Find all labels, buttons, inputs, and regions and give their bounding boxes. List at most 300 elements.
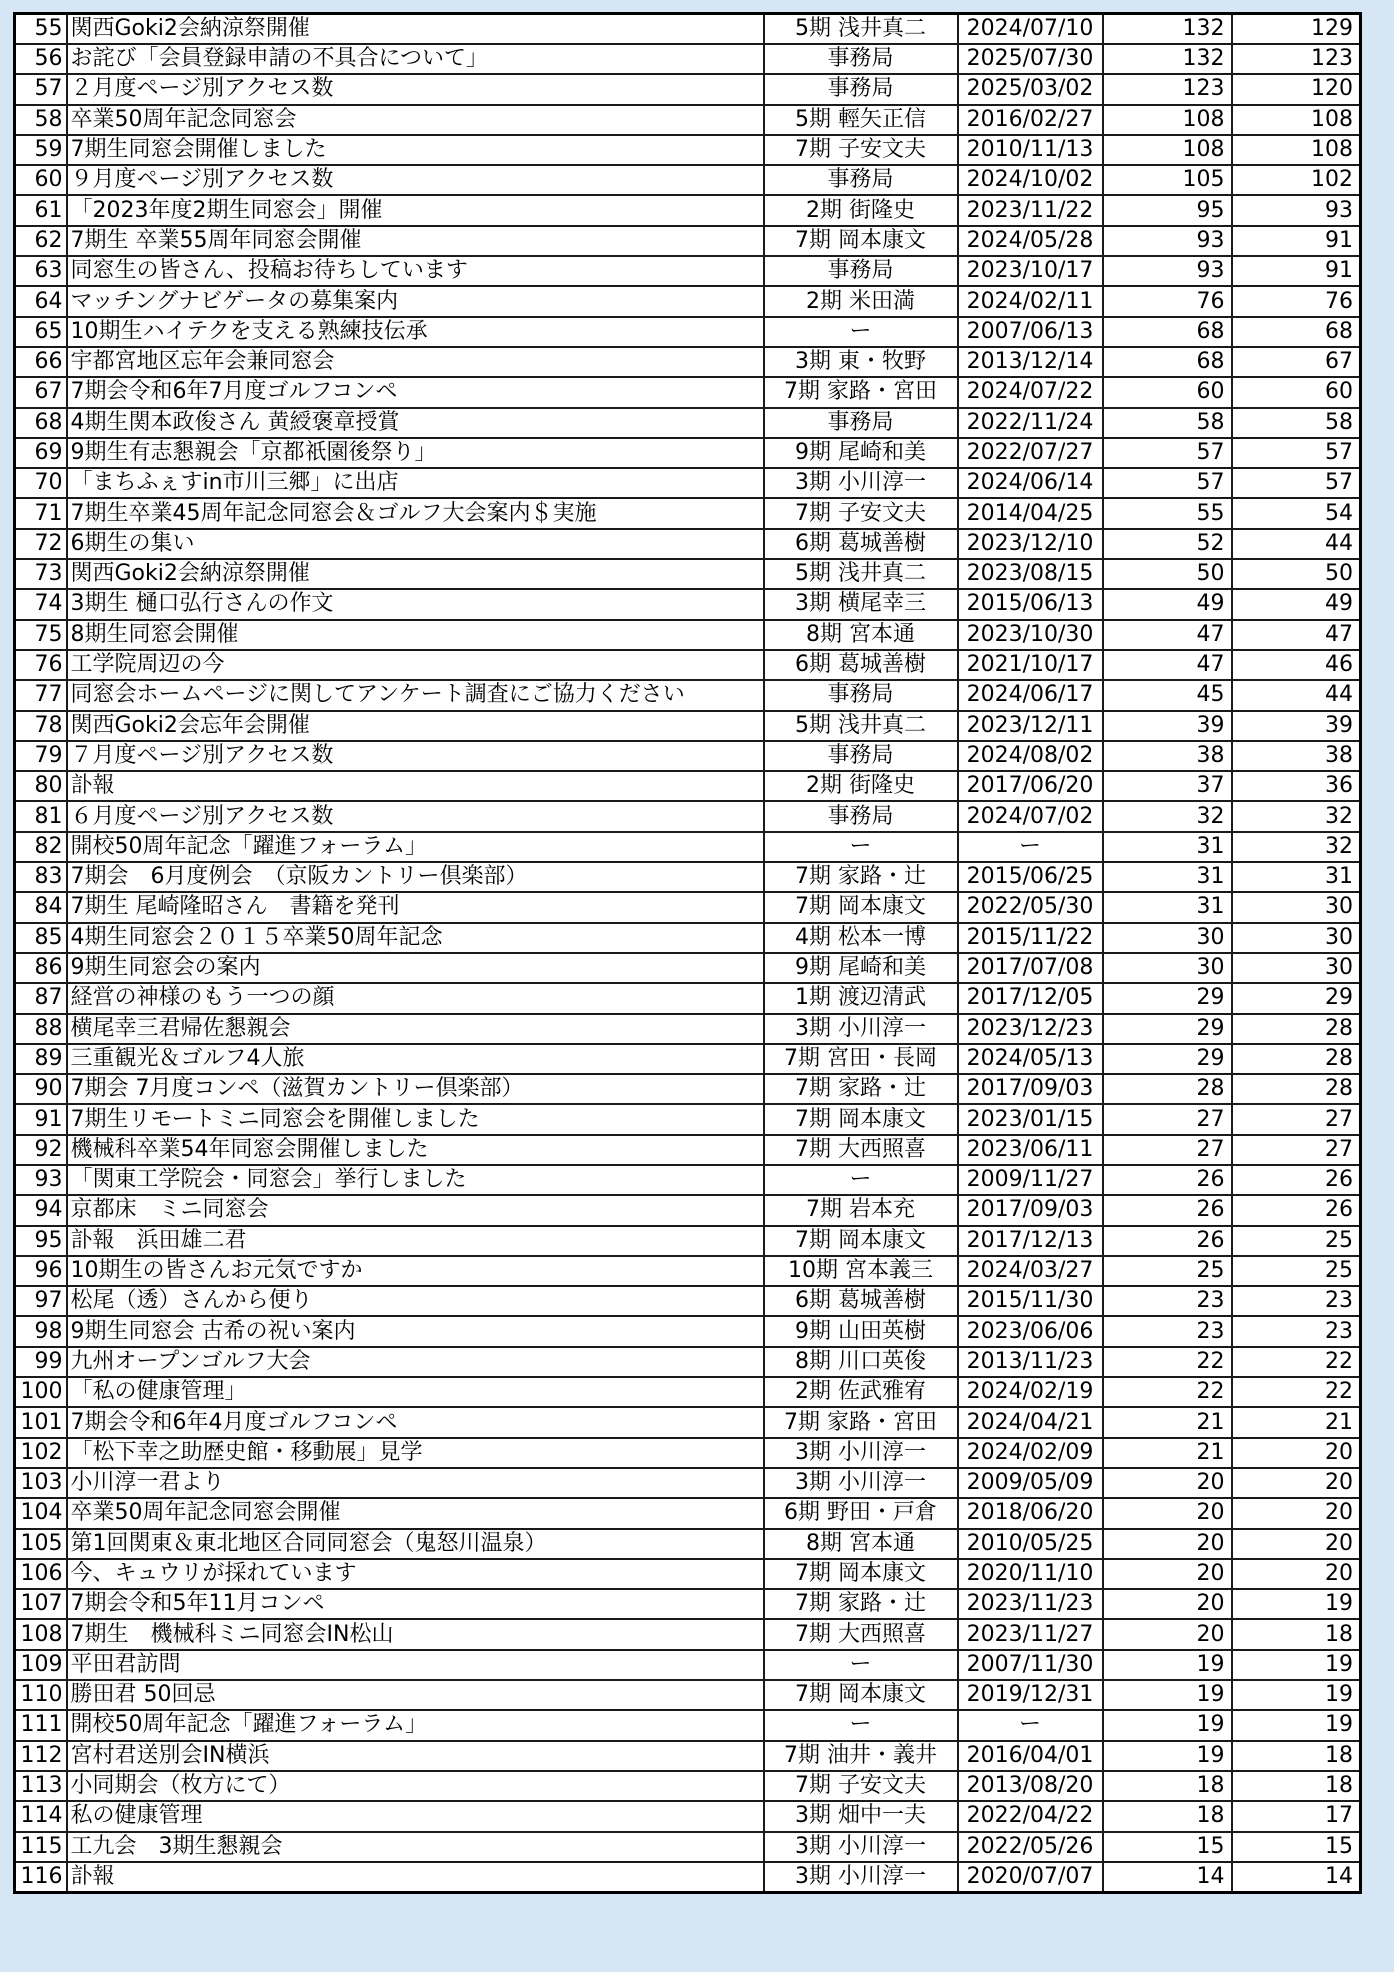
author-cell: 7期 岡本康文 [764, 892, 958, 922]
row-number-cell: 103 [15, 1468, 67, 1498]
date-cell: 2024/05/13 [958, 1044, 1103, 1074]
unique-count-cell: 38 [1232, 741, 1361, 771]
article-title-cell: 今、キュウリが採れています [67, 1559, 764, 1589]
unique-count-cell: 19 [1232, 1680, 1361, 1710]
article-title-cell: 第1回関東＆東北地区合同同窓会（鬼怒川温泉） [67, 1529, 764, 1559]
author-cell: 7期 家路・辻 [764, 1074, 958, 1104]
unique-count-cell: 18 [1232, 1771, 1361, 1801]
article-title-cell: 訃報 [67, 1862, 764, 1893]
author-cell: 事務局 [764, 165, 958, 195]
view-count-cell: 68 [1103, 317, 1232, 347]
row-number-cell: 100 [15, 1377, 67, 1407]
author-cell: 7期 家路・辻 [764, 1589, 958, 1619]
author-cell: 3期 小川淳一 [764, 1468, 958, 1498]
row-number-cell: 87 [15, 983, 67, 1013]
unique-count-cell: 20 [1232, 1529, 1361, 1559]
row-number-cell: 55 [15, 14, 67, 45]
article-title-cell: 関西Goki2会忘年会開催 [67, 711, 764, 741]
unique-count-cell: 76 [1232, 286, 1361, 316]
view-count-cell: 20 [1103, 1529, 1232, 1559]
author-cell: 7期 子安文夫 [764, 498, 958, 528]
author-cell: 事務局 [764, 408, 958, 438]
unique-count-cell: 58 [1232, 408, 1361, 438]
table-row [15, 226, 1361, 256]
table-row [15, 1619, 1361, 1649]
row-number-cell: 78 [15, 711, 67, 741]
author-cell: 事務局 [764, 74, 958, 104]
author-cell: 7期 岡本康文 [764, 1226, 958, 1256]
article-title-cell: 7期生 卒業55周年同窓会開催 [67, 226, 764, 256]
author-cell: 9期 尾崎和美 [764, 438, 958, 468]
article-title-cell: 横尾幸三君帰佐懇親会 [67, 1014, 764, 1044]
author-cell: 事務局 [764, 680, 958, 710]
unique-count-cell: 21 [1232, 1407, 1361, 1437]
article-title-cell: 「2023年度2期生同窓会」開催 [67, 195, 764, 225]
table-row [15, 1226, 1361, 1256]
table-row [15, 1044, 1361, 1074]
unique-count-cell: 120 [1232, 74, 1361, 104]
date-cell: 2024/08/02 [958, 741, 1103, 771]
view-count-cell: 60 [1103, 377, 1232, 407]
row-number-cell: 68 [15, 408, 67, 438]
row-number-cell: 113 [15, 1771, 67, 1801]
view-count-cell: 52 [1103, 529, 1232, 559]
table-row [15, 1014, 1361, 1044]
author-cell: 7期 岡本康文 [764, 1680, 958, 1710]
date-cell: 2013/08/20 [958, 1771, 1103, 1801]
view-count-cell: 27 [1103, 1104, 1232, 1134]
row-number-cell: 76 [15, 650, 67, 680]
view-count-cell: 28 [1103, 1074, 1232, 1104]
row-number-cell: 91 [15, 1104, 67, 1134]
unique-count-cell: 14 [1232, 1862, 1361, 1893]
article-title-cell: 「まちふぇすin市川三郷」に出店 [67, 468, 764, 498]
author-cell: 3期 小川淳一 [764, 468, 958, 498]
unique-count-cell: 30 [1232, 953, 1361, 983]
author-cell: 3期 小川淳一 [764, 1014, 958, 1044]
row-number-cell: 107 [15, 1589, 67, 1619]
table-row [15, 801, 1361, 831]
row-number-cell: 62 [15, 226, 67, 256]
author-cell: 3期 小川淳一 [764, 1832, 958, 1862]
author-cell: 3期 横尾幸三 [764, 589, 958, 619]
table-row [15, 1074, 1361, 1104]
date-cell: 2023/01/15 [958, 1104, 1103, 1134]
date-cell: 2013/11/23 [958, 1347, 1103, 1377]
author-cell: 3期 畑中一夫 [764, 1801, 958, 1831]
date-cell: ー [958, 1710, 1103, 1740]
row-number-cell: 59 [15, 135, 67, 165]
author-cell: 7期 家路・宮田 [764, 1407, 958, 1437]
view-count-cell: 19 [1103, 1650, 1232, 1680]
table-row [15, 1195, 1361, 1225]
author-cell: 3期 小川淳一 [764, 1438, 958, 1468]
row-number-cell: 110 [15, 1680, 67, 1710]
unique-count-cell: 47 [1232, 620, 1361, 650]
unique-count-cell: 50 [1232, 559, 1361, 589]
table-row [15, 1710, 1361, 1740]
unique-count-cell: 57 [1232, 438, 1361, 468]
unique-count-cell: 28 [1232, 1014, 1361, 1044]
article-title-cell: 訃報 [67, 771, 764, 801]
table-row [15, 680, 1361, 710]
unique-count-cell: 32 [1232, 832, 1361, 862]
view-count-cell: 32 [1103, 801, 1232, 831]
date-cell: 2013/12/14 [958, 347, 1103, 377]
unique-count-cell: 57 [1232, 468, 1361, 498]
table-row [15, 892, 1361, 922]
author-cell: 事務局 [764, 256, 958, 286]
view-count-cell: 105 [1103, 165, 1232, 195]
row-number-cell: 70 [15, 468, 67, 498]
row-number-cell: 84 [15, 892, 67, 922]
view-count-cell: 25 [1103, 1256, 1232, 1286]
date-cell: 2024/03/27 [958, 1256, 1103, 1286]
row-number-cell: 92 [15, 1135, 67, 1165]
unique-count-cell: 30 [1232, 923, 1361, 953]
date-cell: 2009/05/09 [958, 1468, 1103, 1498]
article-title-cell: 7期生 機械科ミニ同窓会IN松山 [67, 1619, 764, 1649]
view-count-cell: 19 [1103, 1741, 1232, 1771]
date-cell: 2010/05/25 [958, 1529, 1103, 1559]
table-row [15, 1256, 1361, 1286]
view-count-cell: 15 [1103, 1832, 1232, 1862]
article-title-cell: 4期生同窓会２０１５卒業50周年記念 [67, 923, 764, 953]
table-row [15, 1135, 1361, 1165]
author-cell: 7期 大西照喜 [764, 1135, 958, 1165]
unique-count-cell: 29 [1232, 983, 1361, 1013]
row-number-cell: 64 [15, 286, 67, 316]
date-cell: 2007/06/13 [958, 317, 1103, 347]
author-cell: 5期 輕矢正信 [764, 105, 958, 135]
table-row [15, 468, 1361, 498]
row-number-cell: 105 [15, 1529, 67, 1559]
row-number-cell: 57 [15, 74, 67, 104]
author-cell: 8期 宮本通 [764, 620, 958, 650]
spreadsheet [13, 12, 1359, 1894]
article-title-cell: ６月度ページ別アクセス数 [67, 801, 764, 831]
unique-count-cell: 28 [1232, 1044, 1361, 1074]
article-title-cell: 小同期会（枚方にて） [67, 1771, 764, 1801]
row-number-cell: 81 [15, 801, 67, 831]
unique-count-cell: 25 [1232, 1256, 1361, 1286]
row-number-cell: 82 [15, 832, 67, 862]
unique-count-cell: 20 [1232, 1559, 1361, 1589]
row-number-cell: 69 [15, 438, 67, 468]
article-title-cell: 開校50周年記念「躍進フォーラム」 [67, 1710, 764, 1740]
unique-count-cell: 18 [1232, 1619, 1361, 1649]
article-title-cell: 9期生同窓会 古希の祝い案内 [67, 1316, 764, 1346]
view-count-cell: 26 [1103, 1165, 1232, 1195]
row-number-cell: 101 [15, 1407, 67, 1437]
author-cell: 7期 岡本康文 [764, 226, 958, 256]
row-number-cell: 114 [15, 1801, 67, 1831]
date-cell: 2019/12/31 [958, 1680, 1103, 1710]
date-cell: 2025/03/02 [958, 74, 1103, 104]
row-number-cell: 66 [15, 347, 67, 377]
unique-count-cell: 28 [1232, 1074, 1361, 1104]
row-number-cell: 60 [15, 165, 67, 195]
date-cell: 2015/11/30 [958, 1286, 1103, 1316]
author-cell: 7期 岡本康文 [764, 1104, 958, 1134]
unique-count-cell: 91 [1232, 256, 1361, 286]
date-cell: 2007/11/30 [958, 1650, 1103, 1680]
view-count-cell: 22 [1103, 1377, 1232, 1407]
unique-count-cell: 93 [1232, 195, 1361, 225]
author-cell: 10期 宮本義三 [764, 1256, 958, 1286]
date-cell: 2022/05/26 [958, 1832, 1103, 1862]
article-title-cell: 9期生同窓会の案内 [67, 953, 764, 983]
article-title-cell: 訃報 浜田雄二君 [67, 1226, 764, 1256]
table-row [15, 105, 1361, 135]
table-row [15, 1438, 1361, 1468]
view-count-cell: 39 [1103, 711, 1232, 741]
article-title-cell: 宇都宮地区忘年会兼同窓会 [67, 347, 764, 377]
author-cell: 7期 家路・宮田 [764, 377, 958, 407]
date-cell: 2017/06/20 [958, 771, 1103, 801]
unique-count-cell: 49 [1232, 589, 1361, 619]
author-cell: ー [764, 1650, 958, 1680]
row-number-cell: 93 [15, 1165, 67, 1195]
row-number-cell: 102 [15, 1438, 67, 1468]
author-cell: 7期 岩本充 [764, 1195, 958, 1225]
author-cell: 7期 油井・義井 [764, 1741, 958, 1771]
view-count-cell: 49 [1103, 589, 1232, 619]
view-count-cell: 50 [1103, 559, 1232, 589]
view-count-cell: 95 [1103, 195, 1232, 225]
article-title-cell: 卒業50周年記念同窓会 [67, 105, 764, 135]
view-count-cell: 93 [1103, 256, 1232, 286]
row-number-cell: 109 [15, 1650, 67, 1680]
article-title-cell: 平田君訪問 [67, 1650, 764, 1680]
article-title-cell: 7期生同窓会開催しました [67, 135, 764, 165]
article-title-cell: 6期生の集い [67, 529, 764, 559]
author-cell: ー [764, 317, 958, 347]
unique-count-cell: 91 [1232, 226, 1361, 256]
author-cell: 7期 子安文夫 [764, 1771, 958, 1801]
view-count-cell: 26 [1103, 1226, 1232, 1256]
article-title-cell: 三重観光＆ゴルフ4人旅 [67, 1044, 764, 1074]
article-title-cell: 「私の健康管理」 [67, 1377, 764, 1407]
unique-count-cell: 44 [1232, 529, 1361, 559]
article-title-cell: 7期生リモートミニ同窓会を開催しました [67, 1104, 764, 1134]
unique-count-cell: 102 [1232, 165, 1361, 195]
table-row [15, 347, 1361, 377]
author-cell: 9期 山田英樹 [764, 1316, 958, 1346]
date-cell: 2017/12/05 [958, 983, 1103, 1013]
table-row [15, 923, 1361, 953]
date-cell: 2016/04/01 [958, 1741, 1103, 1771]
article-title-cell: お詫び「会員登録申請の不具合について」 [67, 44, 764, 74]
date-cell: 2017/09/03 [958, 1074, 1103, 1104]
row-number-cell: 111 [15, 1710, 67, 1740]
row-number-cell: 63 [15, 256, 67, 286]
unique-count-cell: 20 [1232, 1498, 1361, 1528]
unique-count-cell: 20 [1232, 1468, 1361, 1498]
date-cell: 2023/12/10 [958, 529, 1103, 559]
table-row [15, 1407, 1361, 1437]
date-cell: 2024/04/21 [958, 1407, 1103, 1437]
unique-count-cell: 23 [1232, 1316, 1361, 1346]
article-title-cell: 関西Goki2会納涼祭開催 [67, 559, 764, 589]
date-cell: 2025/07/30 [958, 44, 1103, 74]
date-cell: 2010/11/13 [958, 135, 1103, 165]
view-count-cell: 22 [1103, 1347, 1232, 1377]
article-title-cell: 小川淳一君より [67, 1468, 764, 1498]
view-count-cell: 27 [1103, 1135, 1232, 1165]
article-title-cell: 「松下幸之助歴史館・移動展」見学 [67, 1438, 764, 1468]
row-number-cell: 85 [15, 923, 67, 953]
view-count-cell: 57 [1103, 438, 1232, 468]
article-title-cell: 松尾（透）さんから便り [67, 1286, 764, 1316]
date-cell: 2024/07/22 [958, 377, 1103, 407]
table-row [15, 165, 1361, 195]
row-number-cell: 115 [15, 1832, 67, 1862]
table-row [15, 14, 1361, 45]
author-cell: 7期 岡本康文 [764, 1559, 958, 1589]
table-row [15, 135, 1361, 165]
access-ranking-table [13, 12, 1362, 1894]
table-row [15, 1771, 1361, 1801]
view-count-cell: 18 [1103, 1801, 1232, 1831]
author-cell: 6期 葛城善樹 [764, 529, 958, 559]
table-row [15, 589, 1361, 619]
view-count-cell: 30 [1103, 923, 1232, 953]
row-number-cell: 80 [15, 771, 67, 801]
unique-count-cell: 67 [1232, 347, 1361, 377]
unique-count-cell: 19 [1232, 1710, 1361, 1740]
view-count-cell: 26 [1103, 1195, 1232, 1225]
author-cell: 1期 渡辺清武 [764, 983, 958, 1013]
author-cell: 事務局 [764, 44, 958, 74]
table-row [15, 498, 1361, 528]
date-cell: 2023/11/23 [958, 1589, 1103, 1619]
row-number-cell: 71 [15, 498, 67, 528]
article-title-cell: 宮村君送別会IN横浜 [67, 1741, 764, 1771]
row-number-cell: 61 [15, 195, 67, 225]
author-cell: 6期 葛城善樹 [764, 650, 958, 680]
row-number-cell: 83 [15, 862, 67, 892]
date-cell: 2022/05/30 [958, 892, 1103, 922]
date-cell: 2023/11/22 [958, 195, 1103, 225]
row-number-cell: 65 [15, 317, 67, 347]
row-number-cell: 56 [15, 44, 67, 74]
date-cell: 2024/06/14 [958, 468, 1103, 498]
table-row [15, 1589, 1361, 1619]
view-count-cell: 31 [1103, 832, 1232, 862]
date-cell: 2015/11/22 [958, 923, 1103, 953]
table-row [15, 711, 1361, 741]
view-count-cell: 20 [1103, 1468, 1232, 1498]
view-count-cell: 93 [1103, 226, 1232, 256]
unique-count-cell: 19 [1232, 1589, 1361, 1619]
date-cell: 2023/10/30 [958, 620, 1103, 650]
table-row [15, 44, 1361, 74]
table-row [15, 1498, 1361, 1528]
row-number-cell: 96 [15, 1256, 67, 1286]
row-number-cell: 88 [15, 1014, 67, 1044]
author-cell: 事務局 [764, 801, 958, 831]
date-cell: 2022/07/27 [958, 438, 1103, 468]
row-number-cell: 116 [15, 1862, 67, 1893]
table-row [15, 1741, 1361, 1771]
article-title-cell: 7期会令和5年11月コンペ [67, 1589, 764, 1619]
article-title-cell: 私の健康管理 [67, 1801, 764, 1831]
row-number-cell: 73 [15, 559, 67, 589]
view-count-cell: 14 [1103, 1862, 1232, 1893]
article-title-cell: 九州オープンゴルフ大会 [67, 1347, 764, 1377]
row-number-cell: 74 [15, 589, 67, 619]
unique-count-cell: 22 [1232, 1377, 1361, 1407]
author-cell: 2期 街隆史 [764, 195, 958, 225]
author-cell: 事務局 [764, 741, 958, 771]
table-row [15, 1559, 1361, 1589]
author-cell: 7期 宮田・長岡 [764, 1044, 958, 1074]
unique-count-cell: 27 [1232, 1104, 1361, 1134]
view-count-cell: 55 [1103, 498, 1232, 528]
view-count-cell: 30 [1103, 953, 1232, 983]
date-cell: 2024/05/28 [958, 226, 1103, 256]
view-count-cell: 45 [1103, 680, 1232, 710]
row-number-cell: 77 [15, 680, 67, 710]
article-title-cell: ２月度ページ別アクセス数 [67, 74, 764, 104]
unique-count-cell: 26 [1232, 1195, 1361, 1225]
article-title-cell: 7期生卒業45周年記念同窓会＆ゴルフ大会案内＄実施 [67, 498, 764, 528]
table-row [15, 1286, 1361, 1316]
view-count-cell: 19 [1103, 1680, 1232, 1710]
table-row [15, 438, 1361, 468]
date-cell: 2009/11/27 [958, 1165, 1103, 1195]
view-count-cell: 58 [1103, 408, 1232, 438]
unique-count-cell: 46 [1232, 650, 1361, 680]
table-row [15, 256, 1361, 286]
row-number-cell: 112 [15, 1741, 67, 1771]
table-row [15, 1832, 1361, 1862]
date-cell: 2017/09/03 [958, 1195, 1103, 1225]
unique-count-cell: 26 [1232, 1165, 1361, 1195]
table-row [15, 1529, 1361, 1559]
unique-count-cell: 17 [1232, 1801, 1361, 1831]
view-count-cell: 18 [1103, 1771, 1232, 1801]
table-row [15, 1680, 1361, 1710]
unique-count-cell: 54 [1232, 498, 1361, 528]
table-row [15, 1104, 1361, 1134]
article-title-cell: 7期会令和6年7月度ゴルフコンペ [67, 377, 764, 407]
unique-count-cell: 44 [1232, 680, 1361, 710]
table-row [15, 286, 1361, 316]
unique-count-cell: 20 [1232, 1438, 1361, 1468]
row-number-cell: 98 [15, 1316, 67, 1346]
table-row [15, 377, 1361, 407]
unique-count-cell: 108 [1232, 105, 1361, 135]
table-body [15, 14, 1361, 1893]
article-title-cell: 関西Goki2会納涼祭開催 [67, 14, 764, 45]
row-number-cell: 90 [15, 1074, 67, 1104]
author-cell: 4期 松本一博 [764, 923, 958, 953]
unique-count-cell: 123 [1232, 44, 1361, 74]
unique-count-cell: 129 [1232, 14, 1361, 45]
date-cell: 2023/06/06 [958, 1316, 1103, 1346]
date-cell: 2024/02/11 [958, 286, 1103, 316]
article-title-cell: ７月度ページ別アクセス数 [67, 741, 764, 771]
view-count-cell: 29 [1103, 983, 1232, 1013]
date-cell: 2023/06/11 [958, 1135, 1103, 1165]
view-count-cell: 57 [1103, 468, 1232, 498]
author-cell: 5期 浅井真二 [764, 14, 958, 45]
row-number-cell: 72 [15, 529, 67, 559]
unique-count-cell: 23 [1232, 1286, 1361, 1316]
date-cell: 2024/10/02 [958, 165, 1103, 195]
